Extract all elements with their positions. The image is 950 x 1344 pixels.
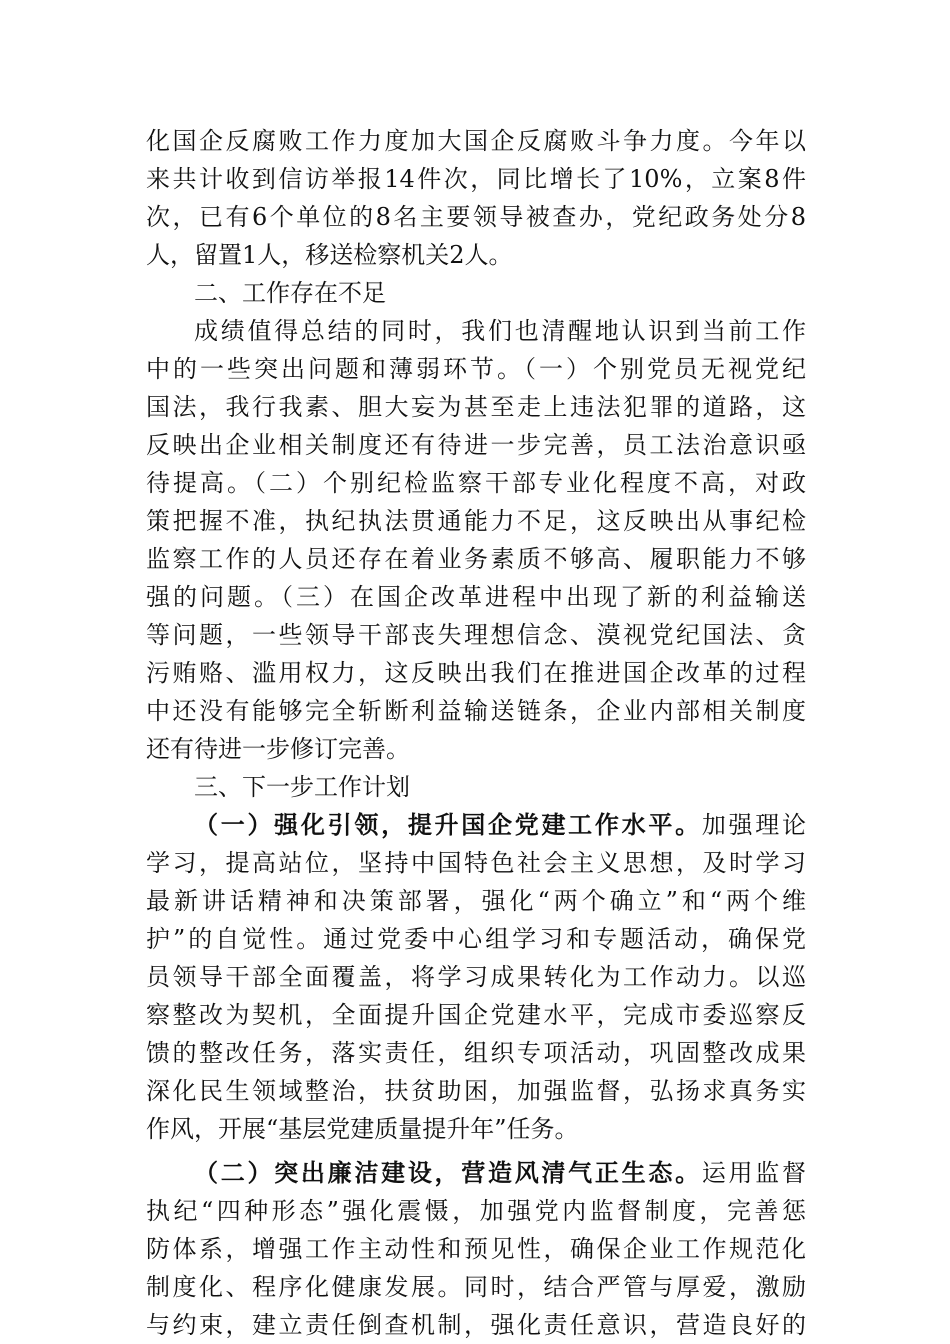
text-line: 馈的整改任务，落实责任，组织专项活动，巩固整改成果: [146, 1039, 806, 1067]
text-line: 成绩值得总结的同时，我们也清醒地认识到当前工作: [194, 317, 806, 345]
text-line: 学习，提高站位，坚持中国特色社会主义思想，及时学习: [146, 849, 806, 877]
section-heading-shortcomings: 二、工作存在不足: [194, 279, 386, 307]
text-line: 与约束，建立责任倒查机制，强化责任意识，营造良好的: [146, 1311, 806, 1339]
text-line: 深化民生领域整治，扶贫助困，加强监督，弘扬求真务实: [146, 1077, 806, 1105]
item-lead-title: （一）强化引领，提升国企党建工作水平。: [194, 810, 702, 839]
item-lead-title: （二）突出廉洁建设，营造风清气正生态。: [194, 1158, 702, 1187]
text-line: 强的问题。（三）在国企改革进程中出现了新的利益输送: [146, 583, 806, 611]
text-line: 还有待进一步修订完善。: [146, 735, 410, 763]
text-line: 反映出企业相关制度还有待进一步完善，员工法治意识亟: [146, 431, 806, 459]
text-line: 待提高。（二）个别纪检监察干部专业化程度不高，对政: [146, 469, 806, 497]
paragraph-shortcomings: [146, 312, 806, 768]
text-line: 最新讲话精神和决策部署，强化“两个确立”和“两个维: [146, 887, 806, 915]
paragraph-plan-item-1: [146, 806, 806, 1148]
text-line: 次，已有6个单位的8名主要领导被查办，党纪政务处分8: [146, 203, 806, 231]
text-line: 员领导干部全面覆盖，将学习成果转化为工作动力。以巡: [146, 963, 806, 991]
text-line: 察整改为契机，全面提升国企党建水平，完成市委巡察反: [146, 1001, 806, 1029]
text-line: 防体系，增强工作主动性和预见性，确保企业工作规范化: [146, 1235, 806, 1263]
text-line: 护”的自觉性。通过党委中心组学习和专题活动，确保党: [146, 925, 806, 953]
text-line: 作风，开展“基层党建质量提升年”任务。: [146, 1115, 579, 1143]
document-body: [146, 122, 806, 1344]
text-line: [146, 1154, 806, 1192]
text-line: 人，留置1人，移送检察机关2人。: [146, 241, 513, 269]
text-line: 化国企反腐败工作力度加大国企反腐败斗争力度。今年以: [146, 127, 806, 155]
paragraph-plan-item-2: [146, 1154, 806, 1344]
text-line: 国法，我行我素、胆大妄为甚至走上违法犯罪的道路，这: [146, 393, 806, 421]
item-lead-rest: 加强理论: [701, 811, 806, 839]
text-line: 执纪“四种形态”强化震慑，加强党内监督制度，完善惩: [146, 1197, 806, 1225]
text-line: 来共计收到信访举报14件次，同比增长了10%，立案8件: [146, 165, 806, 193]
text-line: 等问题，一些领导干部丧失理想信念、漠视党纪国法、贪: [146, 621, 806, 649]
text-line: 制度化、程序化健康发展。同时，结合严管与厚爱，激励: [146, 1273, 806, 1301]
item-lead-rest: 运用监督: [701, 1159, 806, 1187]
text-line: 中还没有能够完全斩断利益输送链条，企业内部相关制度: [146, 697, 806, 725]
text-line: 监察工作的人员还存在着业务素质不够高、履职能力不够: [146, 545, 806, 573]
text-line: 策把握不准，执纪执法贯通能力不足，这反映出从事纪检: [146, 507, 806, 535]
text-line: [146, 806, 806, 844]
text-line: 中的一些突出问题和薄弱环节。（一）个别党员无视党纪: [146, 355, 806, 383]
paragraph-intro-continuation: [146, 122, 806, 274]
section-heading-next-steps: 三、下一步工作计划: [194, 773, 410, 801]
text-line: 污贿赂、滥用权力，这反映出我们在推进国企改革的过程: [146, 659, 806, 687]
